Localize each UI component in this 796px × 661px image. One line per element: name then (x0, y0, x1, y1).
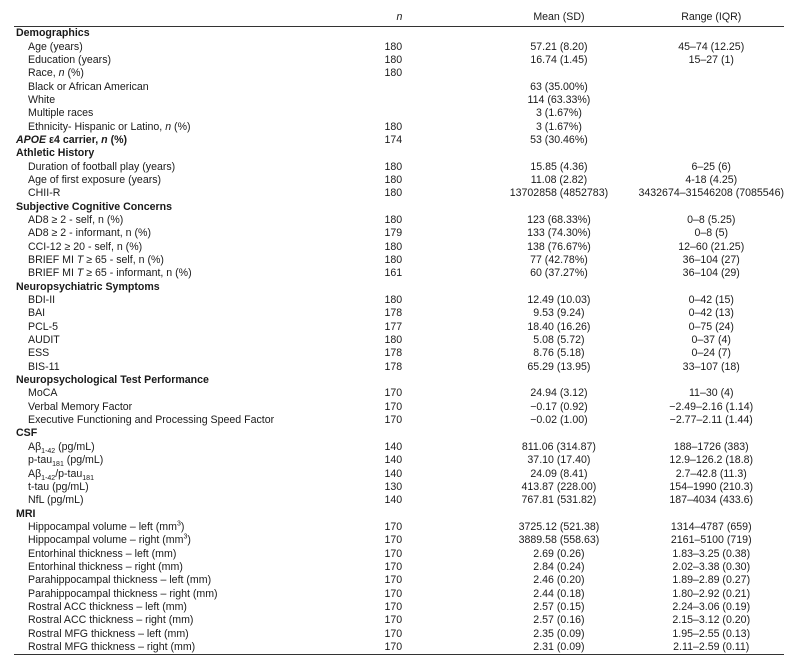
row-range: 154–1990 (210.3) (669, 480, 754, 493)
row-label: BRIEF MI T ≥ 65 - informant, n (%) (28, 267, 192, 280)
table-row (14, 174, 784, 187)
row-label: BRIEF MI T ≥ 65 - self, n (%) (28, 254, 164, 267)
row-mean: 2.84 (0.24) (533, 560, 585, 573)
row-label: AUDIT (28, 334, 60, 347)
row-mean: 37.10 (17.40) (527, 454, 591, 467)
table-row (14, 614, 784, 627)
row-label: ESS (28, 347, 50, 360)
row-label: Parahippocampal thickness – right (mm) (28, 587, 218, 600)
table-row (14, 627, 784, 640)
table-row (14, 40, 784, 53)
row-mean (479, 374, 638, 387)
row-label: BIS-11 (28, 360, 60, 373)
row-range (638, 80, 784, 93)
row-label: NfL (pg/mL) (28, 494, 84, 507)
row-range: 2.7–42.8 (11.3) (675, 467, 747, 480)
row-label: Rostral MFG thickness – right (mm) (14, 641, 375, 655)
row-n: 180 (384, 120, 403, 133)
row-range (638, 200, 784, 213)
row-range (638, 107, 784, 120)
row-mean: 8.76 (5.18) (533, 347, 585, 360)
row-label: Age (years) (28, 40, 83, 53)
row-mean (479, 507, 638, 520)
row-range: 33–107 (18) (682, 360, 740, 373)
row-range: 187–4034 (433.6) (669, 494, 754, 507)
section-row (14, 27, 784, 41)
row-range: 2.11–2.59 (0.11) (638, 641, 784, 655)
row-n: 170 (384, 547, 403, 560)
table-row (14, 547, 784, 560)
row-range: 4-18 (4.25) (685, 173, 738, 186)
row-label: Hippocampal volume – left $(mm^3)$ (28, 520, 185, 533)
row-mean: 12.49 (10.03) (527, 294, 591, 307)
row-mean: 811.06 (314.87) (521, 440, 596, 453)
table-row (14, 160, 784, 173)
row-mean (479, 27, 638, 41)
row-range: 36–104 (29) (682, 267, 740, 280)
row-mean: 3725.12 (521.38) (518, 520, 600, 533)
row-mean: −0.02 (1.00) (530, 414, 588, 427)
row-mean (479, 67, 638, 80)
header-range: Range (IQR) (638, 8, 784, 27)
row-label: Duration of football play (years) (28, 160, 176, 173)
row-n: 178 (384, 360, 403, 373)
row-n (375, 374, 480, 387)
row-label: Hippocampal volume – right $(mm^3)$ (28, 533, 191, 547)
row-range: 0–42 (15) (688, 294, 734, 307)
row-range: 1.89–2.89 (0.27) (672, 574, 751, 587)
row-mean: −0.17 (0.92) (530, 400, 588, 413)
row-range: 12.9–126.2 (18.8) (669, 454, 754, 467)
row-n: 180 (384, 240, 403, 253)
row-n (375, 507, 480, 520)
header-n: n (375, 8, 480, 27)
row-n: 180 (384, 67, 403, 80)
row-n (375, 147, 480, 160)
row-range (638, 94, 784, 107)
row-n: 174 (384, 133, 403, 146)
table-body (14, 27, 784, 655)
row-range (638, 120, 784, 133)
row-mean: 15.85 (4.36) (530, 160, 588, 173)
row-n (375, 27, 480, 41)
row-range: 0–42 (13) (688, 307, 734, 320)
row-n: 180 (384, 160, 403, 173)
row-mean: 114 (63.33%) (527, 93, 591, 106)
table-row (14, 67, 784, 80)
row-mean: 2.46 (0.20) (533, 574, 585, 587)
row-range: 12–60 (21.25) (678, 240, 745, 253)
row-mean: 133 (74.30%) (527, 227, 591, 240)
row-n (375, 200, 480, 213)
row-mean: 2.57 (0.15) (533, 600, 585, 613)
table-row (14, 241, 784, 254)
row-n: 180 (384, 294, 403, 307)
row-n: 180 (384, 53, 403, 66)
row-label: Subjective Cognitive Concerns (16, 200, 172, 213)
row-n: 140 (384, 467, 403, 480)
row-label: t-tau (pg/mL) (28, 480, 89, 493)
row-n: 178 (384, 347, 403, 360)
section-row (14, 427, 784, 440)
row-label: BAI (28, 307, 46, 320)
table-row (14, 54, 784, 67)
row-n: 170 (384, 560, 403, 573)
row-n: 180 (384, 213, 403, 226)
table-row (14, 134, 784, 147)
row-mean: 9.53 (9.24) (533, 307, 585, 320)
table-row (14, 107, 784, 120)
row-label: Multiple races (28, 107, 94, 120)
row-label: AD8 ≥ 2 - informant, n (%) (28, 227, 151, 240)
row-n: 140 (384, 440, 403, 453)
table-row (14, 80, 784, 93)
row-n: 180 (384, 254, 403, 267)
section-row (14, 374, 784, 387)
row-mean: 16.74 (1.45) (530, 53, 588, 66)
row-n: 161 (384, 267, 403, 280)
table-row (14, 334, 784, 347)
row-range: 1.80–2.92 (0.21) (672, 587, 751, 600)
row-n: 170 (384, 574, 403, 587)
row-label: BDI-II (28, 294, 56, 307)
row-n: 170 (384, 614, 403, 627)
row-range: 0–8 (5.25) (687, 213, 736, 226)
table-row (14, 294, 784, 307)
table-row (14, 401, 784, 414)
row-n: 180 (384, 187, 403, 200)
row-label: $A\beta_{1-42}$ (pg/mL) (28, 440, 95, 455)
row-range (638, 374, 784, 387)
row-range: −2.49–2.16 (1.14) (669, 400, 754, 413)
row-mean: 11.08 (2.82) (530, 173, 588, 186)
row-n: 140 (384, 494, 403, 507)
row-mean: 413.87 (228.00) (521, 480, 597, 493)
row-mean: 3 (1.67%) (535, 107, 582, 120)
row-mean: 57.21 (8.20) (530, 40, 588, 53)
row-label: Athletic History (16, 147, 95, 160)
table-row (14, 254, 784, 267)
row-range: 11–30 (4) (688, 387, 734, 400)
table-row (14, 494, 784, 507)
row-n: 178 (384, 307, 403, 320)
row-label: CHII-R (28, 187, 61, 200)
row-range: 36–104 (27) (682, 254, 740, 267)
row-mean: 138 (76.67%) (527, 240, 591, 253)
row-n: 170 (384, 520, 403, 533)
row-range: 2.02–3.38 (0.30) (672, 560, 751, 573)
section-row (14, 281, 784, 294)
header-label (14, 8, 375, 27)
row-label: $A\beta_{1-42}/p-tau_{181}$ (28, 467, 94, 482)
row-n: 140 (384, 454, 403, 467)
row-label: Ethnicity- Hispanic or Latino, n (%) (28, 120, 191, 133)
row-range (638, 67, 784, 80)
row-n: 180 (384, 334, 403, 347)
table-row (14, 441, 784, 454)
row-label: Black or African American (28, 80, 149, 93)
row-range: 2161–5100 (719) (670, 534, 752, 547)
row-range: 2.15–3.12 (0.20) (672, 614, 751, 627)
row-n: 170 (384, 414, 403, 427)
row-n: 179 (384, 227, 403, 240)
row-mean: 2.35 (0.09) (533, 627, 585, 640)
row-mean: 63 (35.00%) (530, 80, 588, 93)
row-n: 130 (384, 480, 403, 493)
row-label: PCL-5 (28, 320, 59, 333)
row-mean (479, 281, 638, 294)
table-row (14, 267, 784, 280)
row-mean (479, 147, 638, 160)
row-label: CCI-12 ≥ 20 - self, n (%) (28, 240, 143, 253)
row-range: 0–37 (4) (691, 334, 731, 347)
table-row (14, 187, 784, 200)
row-n: 170 (384, 587, 403, 600)
row-n: 170 (384, 600, 403, 613)
row-label: Neuropsychological Test Performance (16, 374, 209, 387)
row-n: 180 (384, 173, 403, 186)
table-row (14, 387, 784, 400)
row-range: 188–1726 (383) (673, 440, 749, 453)
row-n: 170 (384, 400, 403, 413)
row-range: 1.83–3.25 (0.38) (672, 547, 751, 560)
row-mean: 2.57 (0.16) (533, 614, 585, 627)
row-range: 3432674–31546208 (7085546) (638, 187, 784, 200)
row-range: 15–27 (1) (688, 53, 734, 66)
row-label: Education (years) (28, 53, 112, 66)
row-label: Rostral ACC thickness – right (mm) (28, 614, 194, 627)
row-label: Age of first exposure (years) (28, 173, 162, 186)
row-mean: 53 (30.46%) (530, 133, 588, 146)
table-row (14, 454, 784, 467)
section-row (14, 147, 784, 160)
row-label: Entorhinal thickness – left (mm) (28, 547, 177, 560)
row-range (638, 281, 784, 294)
row-mean (479, 200, 638, 213)
row-n (375, 94, 480, 107)
row-range: 45–74 (12.25) (678, 40, 745, 53)
section-row (14, 507, 784, 520)
row-label: Entorhinal thickness – right (mm) (28, 560, 183, 573)
header-mean: Mean (SD) (479, 8, 638, 27)
row-mean: 3 (1.67%) (535, 120, 582, 133)
row-label: Demographics (16, 27, 90, 40)
row-mean: 2.31 (0.09) (479, 641, 638, 655)
table-row (14, 94, 784, 107)
row-label: Executive Functioning and Processing Speed Factor (28, 414, 275, 427)
row-range (638, 27, 784, 41)
row-label: CSF (16, 427, 38, 440)
row-label: Rostral MFG thickness – left (mm) (28, 627, 189, 640)
section-row (14, 200, 784, 213)
characteristics-table (14, 8, 784, 655)
row-range: 0–24 (7) (691, 347, 731, 360)
table-row (14, 521, 784, 534)
table-row (14, 120, 784, 133)
row-n (375, 281, 480, 294)
row-mean: 24.09 (8.41) (530, 467, 588, 480)
row-range: 1.95–2.55 (0.13) (672, 627, 751, 640)
row-label: Parahippocampal thickness – left (mm) (28, 574, 212, 587)
table-row (14, 561, 784, 574)
row-label: AD8 ≥ 2 - self, n (%) (28, 213, 124, 226)
row-mean: 123 (68.33%) (527, 213, 591, 226)
row-range: 0–75 (24) (688, 320, 734, 333)
row-n: 170 (384, 387, 403, 400)
row-mean: 2.69 (0.26) (533, 547, 585, 560)
table-row (14, 601, 784, 614)
row-n: 180 (384, 40, 403, 53)
table-row (14, 307, 784, 320)
table-row (14, 534, 784, 547)
row-mean: 65.29 (13.95) (527, 360, 591, 373)
table-header (14, 8, 784, 27)
row-range (638, 134, 784, 147)
row-mean: 18.40 (16.26) (527, 320, 591, 333)
row-n (375, 107, 480, 120)
row-range (638, 147, 784, 160)
table-row (14, 347, 784, 360)
table-row (14, 414, 784, 427)
row-range: 0–8 (5) (694, 227, 729, 240)
table-row (14, 361, 784, 374)
table-row (14, 227, 784, 240)
row-n: 170 (375, 641, 480, 655)
row-label: Neuropsychiatric Symptoms (16, 280, 160, 293)
row-label: Race, n (%) (28, 67, 84, 80)
table-row (14, 574, 784, 587)
row-range (638, 427, 784, 440)
table-row (14, 321, 784, 334)
row-label: APOE ε4 carrier, n (%) (16, 133, 128, 146)
row-n (375, 427, 480, 440)
row-mean: 5.08 (5.72) (533, 334, 585, 347)
row-mean: 60 (37.27%) (530, 267, 588, 280)
row-n: 170 (384, 627, 403, 640)
row-mean: 2.44 (0.18) (533, 587, 585, 600)
row-label: Rostral ACC thickness – left (mm) (28, 600, 187, 613)
row-range: −2.77–2.11 (1.44) (669, 414, 753, 427)
row-mean: 3889.58 (558.63) (518, 534, 600, 547)
row-label: MoCA (28, 387, 58, 400)
row-label: p-tau$_{181}$ (pg/mL) (28, 454, 104, 469)
row-n: 177 (384, 320, 403, 333)
row-mean: 13702858 (4852783) (509, 187, 609, 200)
row-n (375, 80, 480, 93)
row-range (638, 507, 784, 520)
row-range: 2.24–3.06 (0.19) (672, 600, 751, 613)
row-mean: 77 (42.78%) (530, 254, 588, 267)
table-row (14, 481, 784, 494)
table-row (14, 467, 784, 480)
row-range: 1314–4787 (659) (670, 520, 752, 533)
row-n: 170 (384, 534, 403, 547)
table-row (14, 214, 784, 227)
table-row (14, 587, 784, 600)
row-label: Verbal Memory Factor (28, 400, 133, 413)
row-range: 6–25 (6) (691, 160, 731, 173)
table-row (14, 641, 784, 655)
row-mean: 24.94 (3.12) (530, 387, 588, 400)
row-mean (479, 427, 638, 440)
row-label: White (28, 93, 56, 106)
row-mean: 767.81 (531.82) (521, 494, 597, 507)
row-label: MRI (16, 507, 36, 520)
